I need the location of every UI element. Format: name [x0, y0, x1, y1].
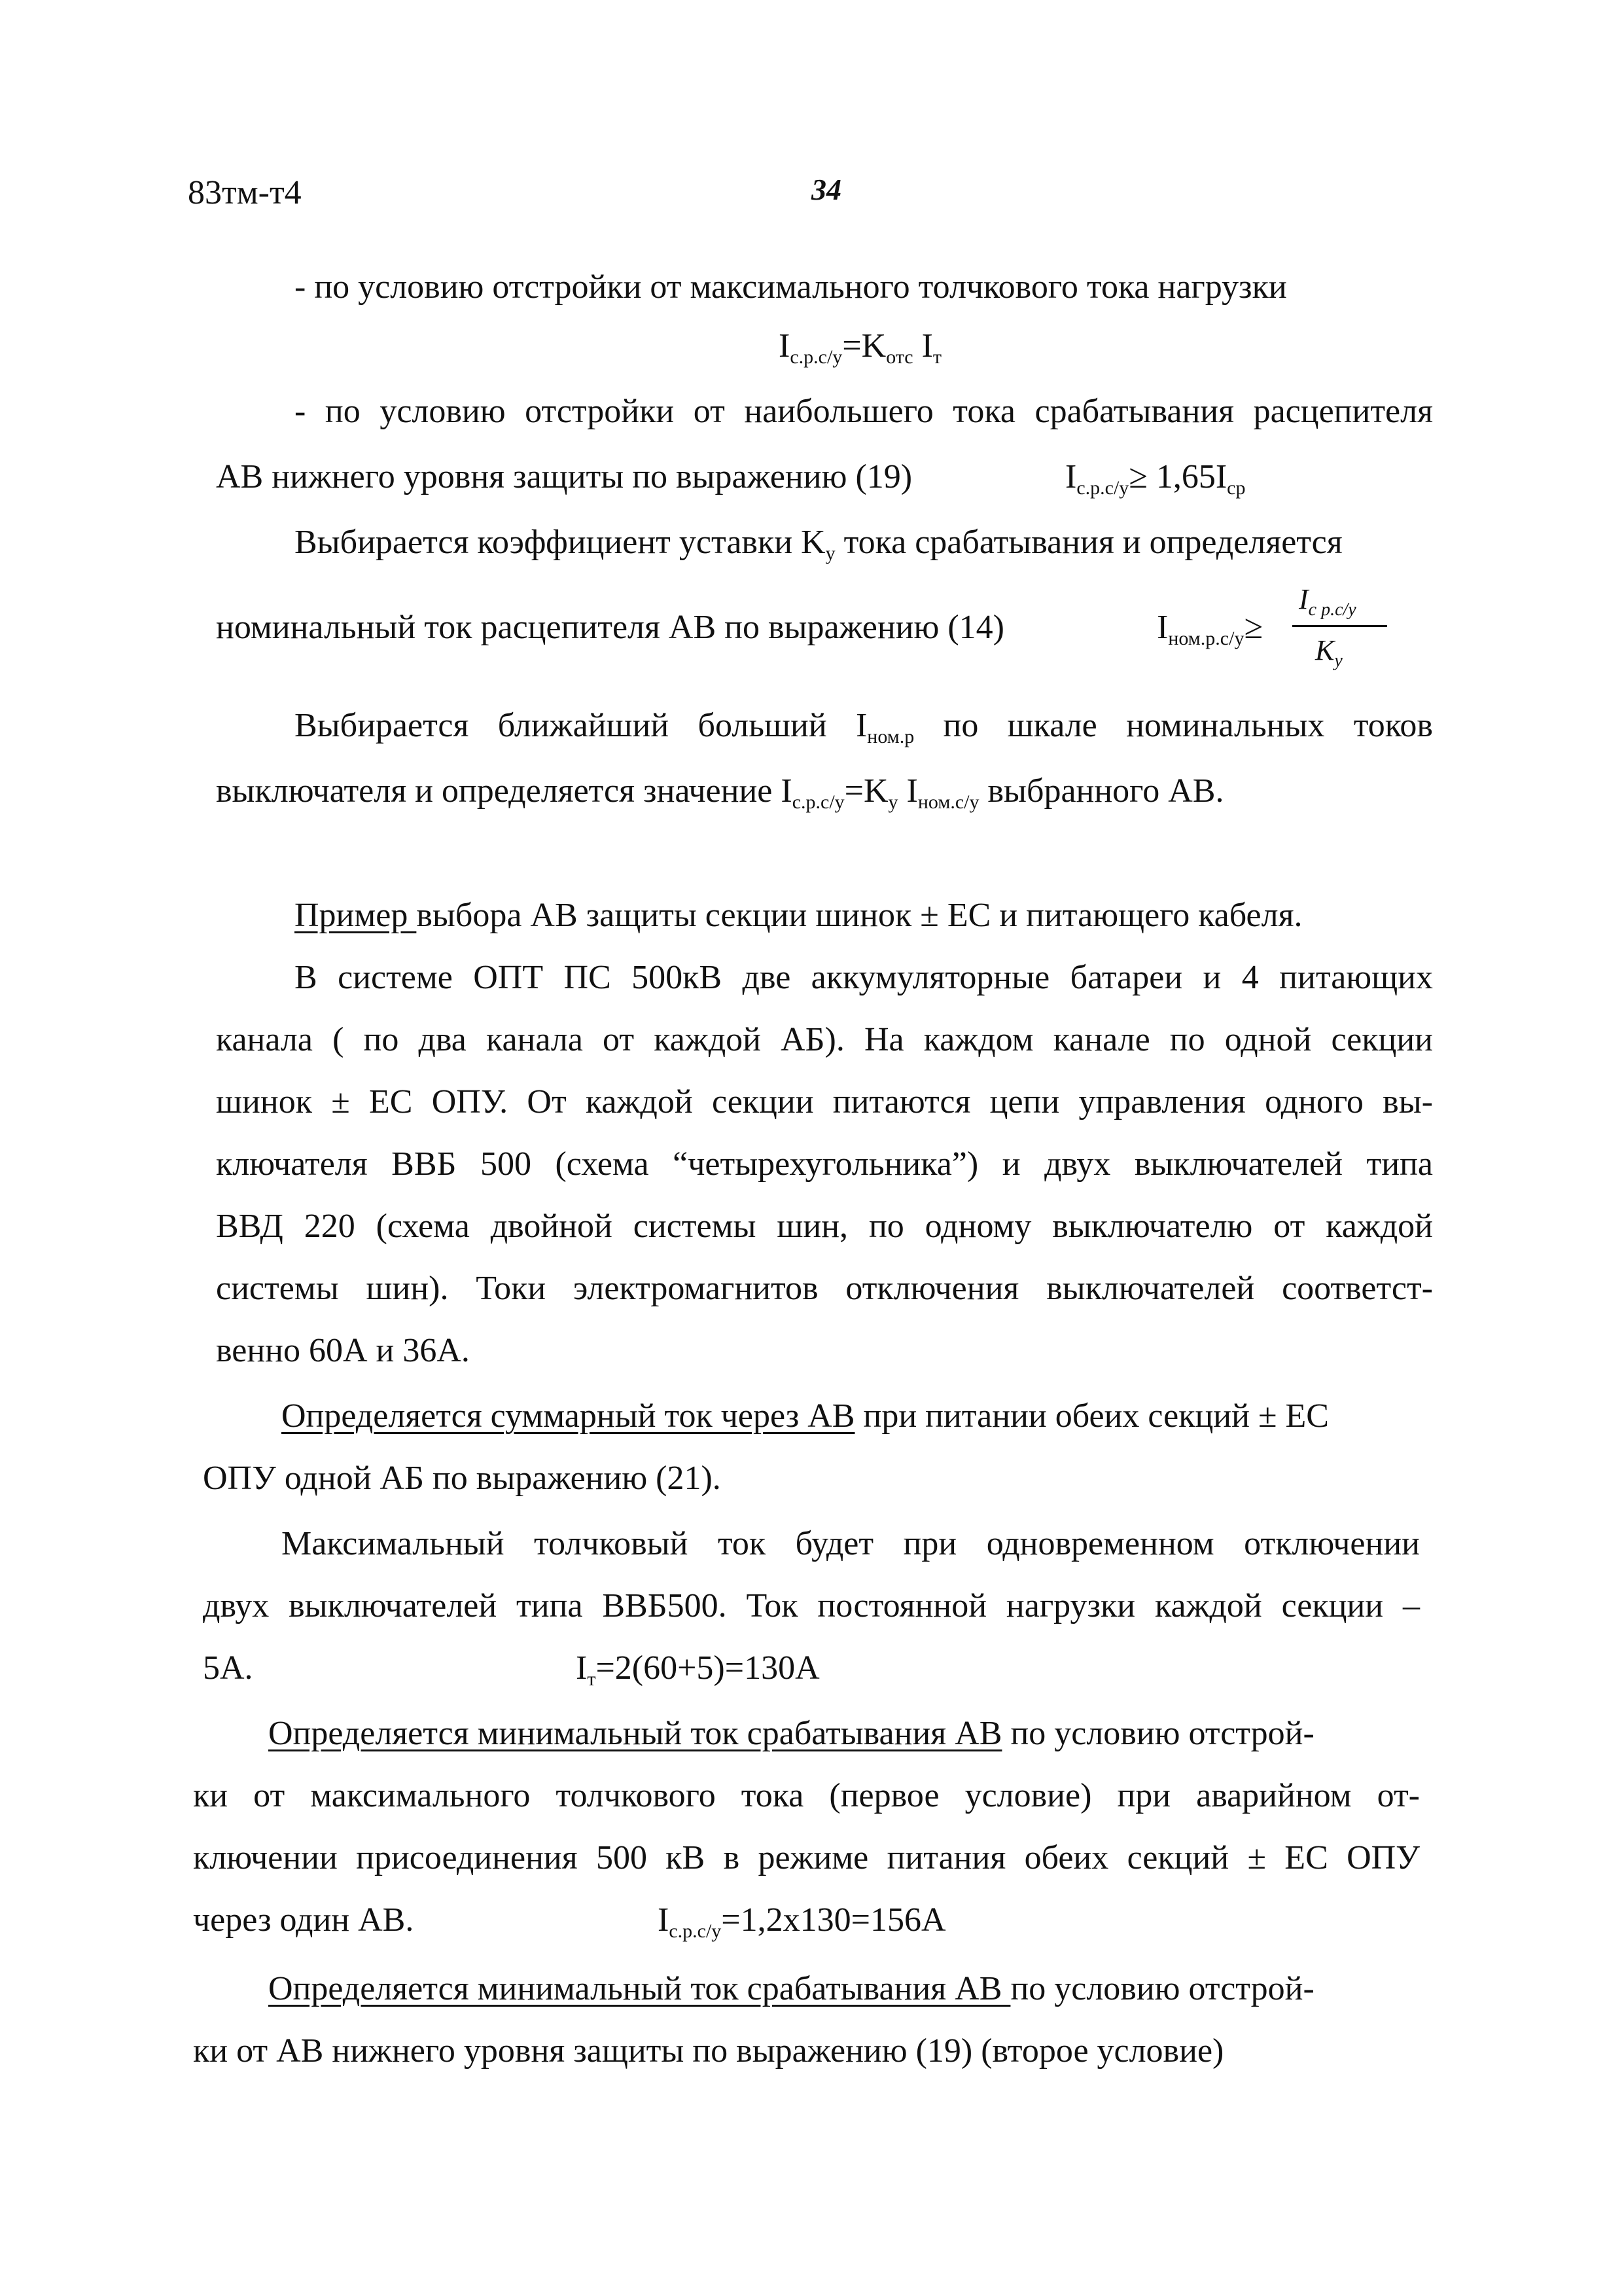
text-line-6-sub: ном.р: [867, 726, 915, 747]
text-line-8-underlined: Пример: [294, 897, 417, 934]
text-line-11: шинок ± ЕС ОПУ. От каждой секции питаются цепи управления одного вы-: [216, 1083, 1433, 1121]
text-line-21-underlined: Определяется минимальный ток срабатывания АВ: [268, 1715, 1002, 1752]
text-line-3: АВ нижнего уровня защиты по выражению (19): [216, 458, 913, 495]
formula-24-sub: с.р.с/у: [669, 1920, 722, 1942]
formula-5-numerator: $I_{с р.с/у}$: [1299, 583, 1356, 620]
text-line-6-w2: ближайший: [497, 707, 669, 744]
text-line-25: Определяется минимальный ток срабатывания АВ по условию отстрой-: [268, 1970, 1315, 2007]
text-line-7-sub1: с.р.с/у: [792, 791, 845, 813]
text-line-13: ВВД 220 (схема двойной системы шин, по одному выключателю от каждой: [216, 1208, 1433, 1245]
text-line-21: Определяется минимальный ток срабатывания АВ по условию отстрой-: [268, 1715, 1315, 1752]
formula-1: [779, 325, 942, 367]
formula-3-I: I: [1065, 458, 1077, 495]
document-code: 83тм-т4: [188, 174, 302, 211]
text-line-20-label: 5А.: [203, 1649, 253, 1687]
text-line-22: ки от максимального толчкового тока (первое условие) при аварийном от-: [193, 1777, 1420, 1814]
text-line-4-part-b: тока срабатывания и определяется: [835, 524, 1343, 561]
formula-5-rel: ≥: [1244, 609, 1263, 646]
text-line-1: - по условию отстройки от максимального толчкового тока нагрузки: [294, 268, 1287, 306]
formula-1-tail: I: [913, 327, 933, 365]
formula-3-rel: ≥ 1,65I: [1129, 458, 1227, 495]
text-line-16: Определяется суммарный ток через АВ при питании обеих секций ± ЕС: [281, 1397, 1329, 1435]
formula-1-I: I: [779, 327, 790, 365]
formula-24: $I_{с.р.с/у}=1,2х130=156А$: [658, 1901, 946, 1942]
text-line-5: номинальный ток расцепителя АВ по выражению (14): [216, 609, 1004, 646]
formula-5-denominator: $K_у$: [1315, 634, 1343, 671]
text-line-6: [294, 705, 1433, 747]
formula-5-sub: ном.р.с/у: [1168, 628, 1244, 649]
formula-5-I: I: [1157, 609, 1169, 646]
text-line-25-underlined: Определяется минимальный ток срабатывания АВ: [268, 1970, 1011, 2007]
text-line-16-underlined: Определяется суммарный ток через АВ: [281, 1397, 855, 1435]
text-line-6-w6: шкале: [1007, 707, 1097, 744]
text-line-12: ключателя ВВБ 500 (схема “четырехугольника”) и двух выключателей типа: [216, 1145, 1433, 1183]
formula-1-sub1: с.р.с/у: [790, 346, 843, 368]
text-line-2: - по условию отстройки от наибольшего тока срабатывания расцепителя: [294, 393, 1433, 430]
text-line-7: выключателя и определяется значение $I_{с.р.с/у}=K_у$ $I_{ном.с/у}$ выбранного АВ.: [216, 772, 1224, 813]
formula-1-eq: =K: [842, 327, 887, 365]
text-line-19: двух выключателей типа ВВБ500. Ток постоянной нагрузки каждой секции –: [203, 1587, 1420, 1624]
formula-5-den-sub: у: [1334, 651, 1343, 671]
text-line-6-w4: $I_{ном.р}$: [855, 707, 915, 747]
text-line-9: В системе ОПТ ПС 500кВ две аккумуляторные батареи и 4 питающих: [294, 959, 1433, 996]
formula-1-sub3: т: [932, 346, 942, 368]
text-line-6-w1: Выбирается: [294, 707, 469, 744]
text-line-26: ки от АВ нижнего уровня защиты по выражению (19) (второе условие): [193, 2032, 1224, 2070]
page-number: 34: [811, 173, 841, 206]
text-line-23: ключении присоединения 500 кВ в режиме питания обеих секций ± ЕС ОПУ: [193, 1839, 1420, 1876]
text-line-7-sub3: ном.с/у: [917, 791, 980, 813]
formula-1-sub2: отс: [886, 346, 913, 368]
text-line-6-w7: номинальных: [1126, 707, 1325, 744]
formula-20: $I_т=2(60+5)=130А$: [576, 1649, 820, 1690]
formula-20-sub: т: [587, 1668, 596, 1690]
text-line-14: системы шин). Токи электромагнитов отключения выключателей соответст-: [216, 1270, 1433, 1307]
text-line-7-sub2: у: [888, 791, 898, 813]
text-line-10: канала ( по два канала от каждой АБ). На каждом канале по одной секции: [216, 1021, 1433, 1058]
formula-3: [1065, 456, 1245, 498]
formula-3-sub2: ср: [1227, 477, 1246, 499]
formula-3-sub: с.р.с/у: [1076, 477, 1129, 499]
text-line-4-part-a: Выбирается коэффициент уставки $K_у$ тока срабатывания и определяется: [294, 524, 1343, 564]
text-line-17: ОПУ одной АБ по выражению (21).: [203, 1460, 721, 1497]
text-line-18: Максимальный толчковый ток будет при одновременном отключении: [281, 1525, 1420, 1562]
formula-5-fraction-bar: [1292, 625, 1387, 627]
text-line-4-sub: у: [825, 543, 836, 564]
text-line-4: [294, 522, 1433, 564]
formula-5-left: [1157, 607, 1263, 649]
text-line-15: венно 60А и 36А.: [216, 1332, 470, 1369]
text-line-6-w3: больший: [697, 707, 827, 744]
text-line-24-label: через один АВ.: [193, 1901, 414, 1939]
text-line-8: Пример выбора АВ защиты секции шинок ± ЕС и питающего кабеля.: [294, 897, 1303, 934]
text-line-6-w8: токов: [1353, 707, 1433, 744]
formula-5-num-sub: с р.с/у: [1308, 600, 1356, 620]
text-line-6-w5: по: [943, 707, 979, 744]
